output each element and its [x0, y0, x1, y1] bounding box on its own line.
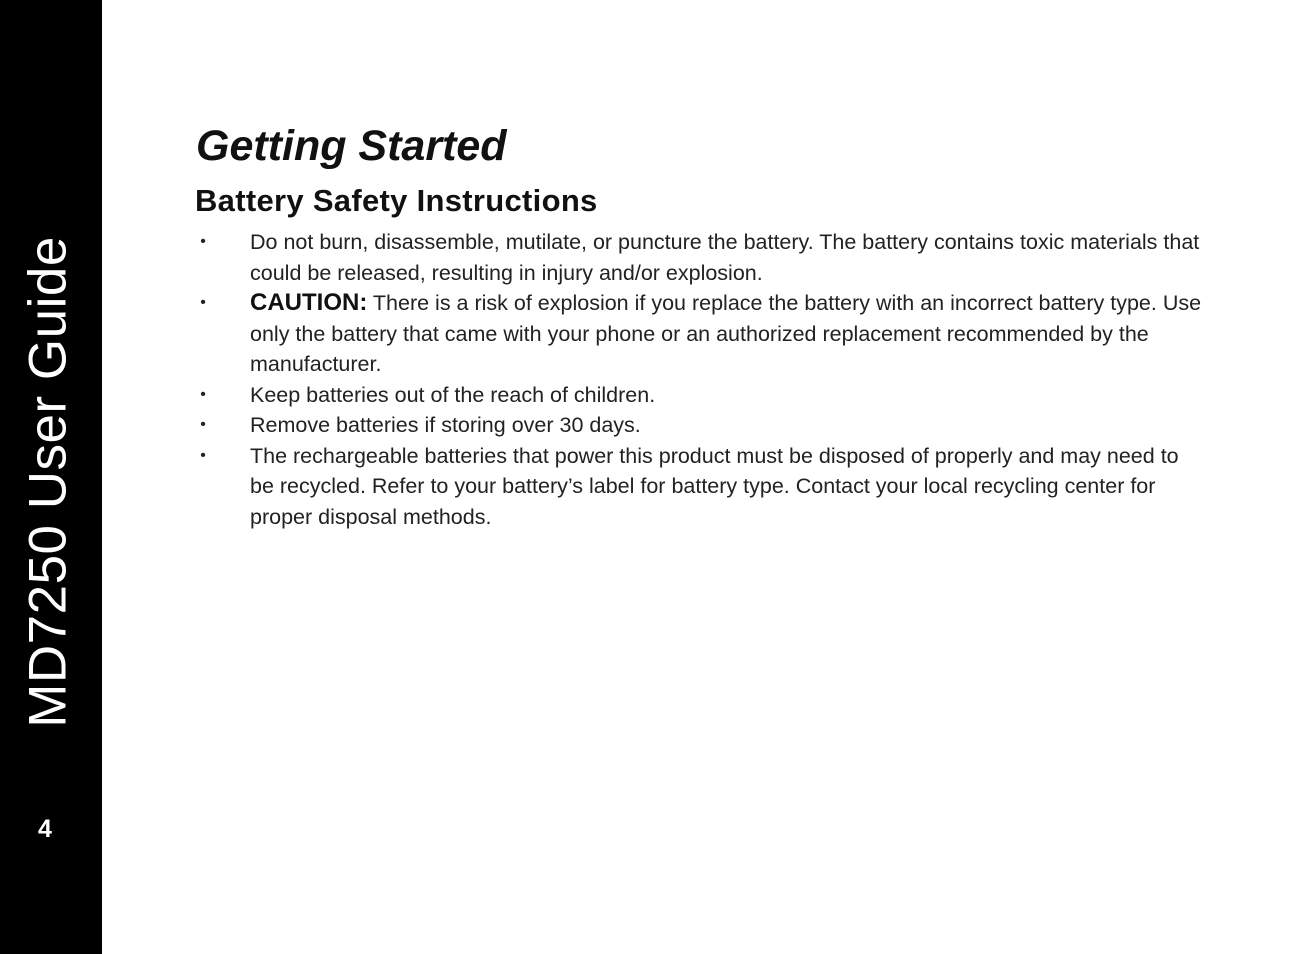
list-item-text: There is a risk of explosion if you replace the battery with an incorrect battery type. Use only the battery that came with your phone or an authorized replacement recommended by the manufacturer. — [250, 291, 1202, 376]
side-bar — [0, 0, 102, 954]
page-number: 4 — [38, 815, 52, 843]
list-item-text: The rechargeable batteries that power this product must be disposed of properly and may need to be recycled. Refer to your battery’s label for battery type. Contact your local recycling center for proper disposal methods. — [250, 443, 1179, 529]
bullet-icon: • — [200, 233, 206, 250]
list-item — [196, 288, 1206, 380]
list-item — [196, 410, 1206, 441]
list-item — [196, 227, 1206, 288]
list-item-text: Do not burn, disassemble, mutilate, or puncture the battery. The battery contains toxic materials that could be released, resulting in injury and/or explosion. — [250, 230, 1200, 285]
list-item — [196, 380, 1206, 411]
bullet-icon: • — [200, 416, 206, 433]
section-title: Getting Started — [196, 122, 507, 170]
subsection-title: Battery Safety Instructions — [195, 183, 598, 218]
list-item-text: Keep batteries out of the reach of children. — [250, 382, 656, 407]
list-item-text: Remove batteries if storing over 30 days. — [250, 413, 641, 437]
bullet-list — [196, 227, 1206, 532]
bullet-icon: • — [200, 446, 206, 464]
bullet-icon: • — [200, 294, 206, 311]
list-item — [196, 441, 1206, 533]
document-title: MD7250 User Guide — [18, 236, 78, 728]
bullet-icon: • — [200, 385, 206, 403]
caution-label: CAUTION: — [250, 289, 368, 316]
page-content — [196, 120, 1206, 532]
